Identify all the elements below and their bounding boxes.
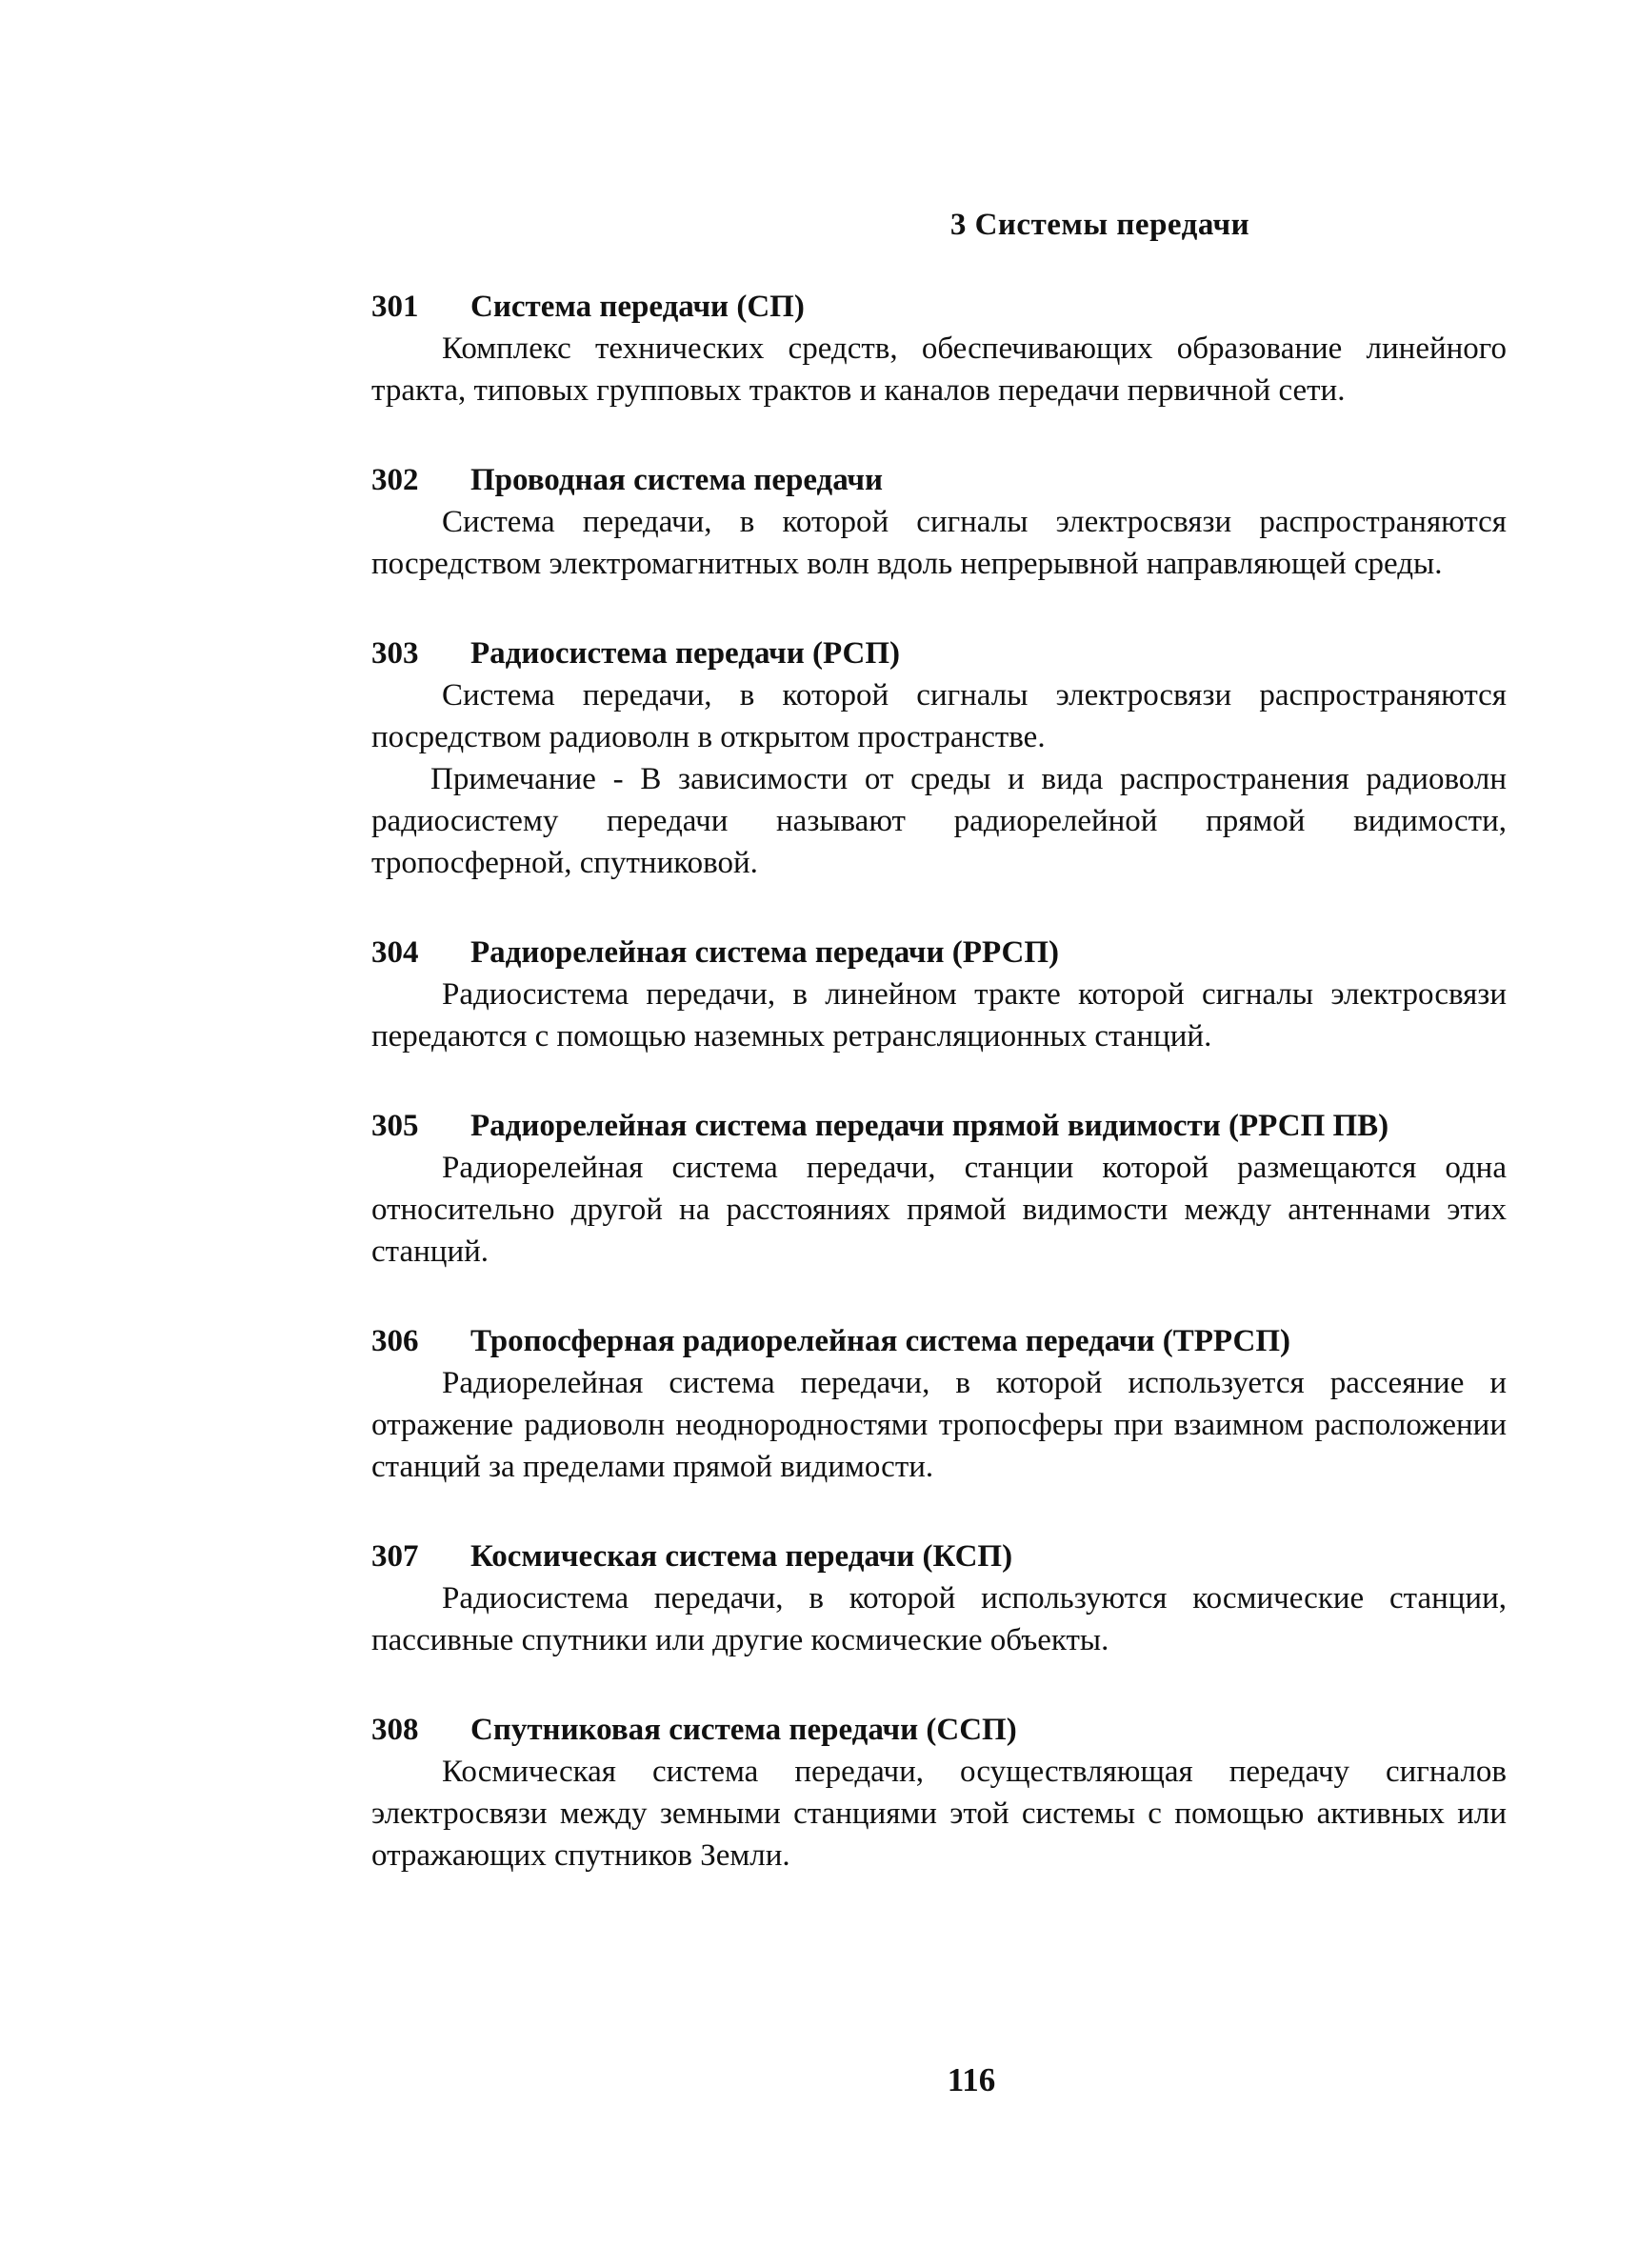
- term-entry-301: [371, 286, 1507, 411]
- term-title: Радиорелейная система передачи прямой видимости (РРСП ПВ): [470, 1109, 1389, 1143]
- term-number: 305: [371, 1109, 419, 1143]
- term-definition: Радиосистема передачи, в которой используются космические станции, пассивные спутники или другие космические объекты.: [371, 1581, 1507, 1657]
- term-number: 303: [371, 636, 419, 671]
- term-number: 302: [371, 463, 419, 497]
- term-entry-305: [371, 1105, 1507, 1273]
- term-entry-304: [371, 932, 1507, 1057]
- term-heading: [371, 632, 1507, 674]
- term-number: 307: [371, 1539, 419, 1574]
- term-list: [371, 286, 1507, 1924]
- term-definition: Комплекс технических средств, обеспечивающих образование линейного тракта, типовых групповых трактов и каналов передачи первичной сети.: [371, 331, 1507, 408]
- term-heading: [371, 1535, 1507, 1577]
- term-heading: [371, 1320, 1507, 1362]
- term-title: Система передачи (СП): [470, 290, 805, 324]
- term-entry-307: [371, 1535, 1507, 1661]
- term-title: Проводная система передачи: [470, 463, 884, 497]
- term-number: 304: [371, 935, 419, 970]
- term-note: Примечание - В зависимости от среды и вида распространения радиоволн радиосистему передачи называют радиорелейной прямой видимости, тропосферной, спутниковой.: [371, 762, 1507, 880]
- term-title: Радиосистема передачи (РСП): [470, 636, 901, 671]
- page-number: 116: [947, 2061, 996, 2098]
- term-number: 306: [371, 1324, 419, 1358]
- term-heading: [371, 932, 1507, 973]
- term-entry-302: [371, 459, 1507, 585]
- term-definition: Радиосистема передачи, в линейном тракте которой сигналы электросвязи передаются с помощью наземных ретрансляционных станций.: [371, 977, 1507, 1054]
- term-title: Космическая система передачи (КСП): [470, 1539, 1013, 1574]
- term-number: 301: [371, 290, 419, 324]
- term-number: 308: [371, 1713, 419, 1747]
- term-definition: Радиорелейная система передачи, станции которой размещаются одна относительно другой на расстояниях прямой видимости между антеннами этих станций.: [371, 1151, 1507, 1269]
- term-entry-303: [371, 632, 1507, 884]
- term-heading: [371, 1709, 1507, 1751]
- term-definition: Система передачи, в которой сигналы электросвязи распространяются посредством электромагнитных волн вдоль непрерывной направляющей среды.: [371, 505, 1507, 581]
- term-definition: Радиорелейная система передачи, в которой используется рассеяние и отражение радиоволн неоднородностями тропосферы при взаимном расположении станций за пределами прямой видимости.: [371, 1366, 1507, 1484]
- term-title: Тропосферная радиорелейная система передачи (ТРРСП): [470, 1324, 1290, 1358]
- term-entry-306: [371, 1320, 1507, 1488]
- term-title: Радиорелейная система передачи (РРСП): [470, 935, 1059, 970]
- term-heading: [371, 1105, 1507, 1147]
- term-heading: [371, 286, 1507, 328]
- term-entry-308: [371, 1709, 1507, 1877]
- term-heading: [371, 459, 1507, 501]
- term-definition: Космическая система передачи, осуществляющая передачу сигналов электросвязи между земными станциями этой системы с помощью активных или отражающих спутников Земли.: [371, 1755, 1507, 1873]
- section-title: 3 Системы передачи: [949, 208, 1250, 242]
- term-title: Спутниковая система передачи (ССП): [470, 1713, 1017, 1747]
- term-definition: Система передачи, в которой сигналы электросвязи распространяются посредством радиоволн в открытом пространстве.: [371, 678, 1507, 754]
